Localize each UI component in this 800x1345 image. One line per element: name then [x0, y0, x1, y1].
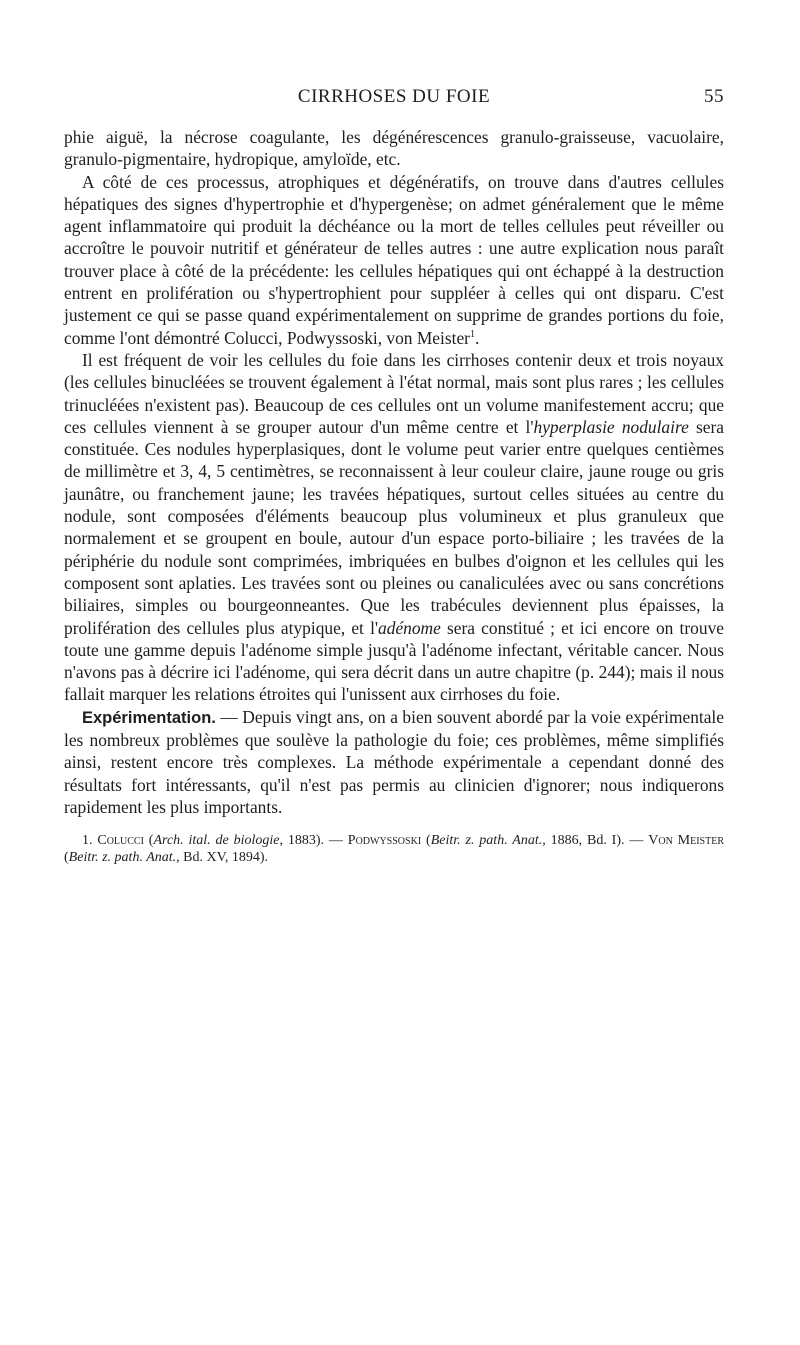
footnote-detail-1: , 1883). — [279, 833, 348, 849]
section-heading-experimentation: Expérimentation. [82, 708, 216, 727]
running-header [64, 72, 724, 126]
footnote-author-von-meister: Von Meister [648, 833, 725, 849]
footnote-1 [64, 832, 724, 866]
running-title: CIRRHOSES DU FOIE [297, 86, 491, 107]
paragraph-2-end: . [474, 327, 480, 348]
footnote-detail-3: , Bd. XV, 1894). [176, 850, 269, 866]
footnote-punct: ( [64, 850, 69, 866]
paragraph-4 [64, 706, 724, 818]
paragraph-4-text: — Depuis vingt ans, on a bien souvent abordé par la voie expérimentale les nombreux problèmes que soulève la pathologie du foie; ces problèmes, même simplifiés ainsi, restent encore très complexes. La méthode expérimentale a cependant donné des résultats fort intéressants, qu'il n'est pas permis au clinicien d'ignorer; nous indiquerons rapidement les plus importants. [64, 706, 724, 817]
paragraph-3-part-b: sera constituée. Ces nodules hyperplasiques, dont le volume peut varier entre quelques centièmes de millimètre et 3, 4, 5 centimètres, se reconnaissent à leur couleur claire, jaune rouge ou gris jaunâtre, ou franchement jaune; les travées hépatiques, surtout celles situées au centre du nodule, sont composées d'éléments beaucoup plus volumineux et plus granuleux que normalement et se groupent en boule, autour d'un espace porto-biliaire ; les travées de la périphérie du nodule sont comprimées, imbriquées en bulbes d'oignon et les cellules qui les composent sont aplaties. Les travées sont ou pleines ou canaliculées avec ou sans concrétions biliaires, simples ou bourgeonneantes. Que les trabécules deviennent plus épaisses, la prolifération des cellules plus atypique, et l' [64, 416, 724, 638]
footnote-source-1: Arch. ital. de biologie [153, 833, 280, 849]
footnote-number: 1. [82, 833, 98, 849]
body-text [64, 126, 724, 818]
paragraph-3 [64, 349, 724, 706]
paragraph-2 [64, 171, 724, 349]
footnote-punct: ( [143, 833, 154, 849]
footnotes [64, 832, 724, 866]
footnote-author-colucci: Colucci [97, 833, 144, 849]
footnote-detail-2: , 1886, Bd. I). — [542, 833, 649, 849]
footnote-source-3: Beitr. z. path. Anat. [68, 850, 177, 866]
term-hyperplasie-nodulaire: hyperplasie nodulaire [533, 416, 689, 437]
book-page [64, 0, 724, 866]
paragraph-3-part-a: Il est fréquent de voir les cellules du foie dans les cirrhoses contenir deux et trois noyaux (les cellules binucléées se trouvent également à l'état normal, mais sont plus rares ; les cellules trinucléées n'existent pas). Beaucoup de ces cellules ont un volume manifestement accru; que ces cellules viennent à se grouper autour d'un même centre et l' [64, 349, 724, 437]
footnote-source-2: Beitr. z. path. Anat. [430, 833, 543, 849]
footnote-punct: ( [421, 833, 431, 849]
paragraph-2-text: A côté de ces processus, atrophiques et dégénératifs, on trouve dans d'autres cellules hépatiques des signes d'hypertrophie et d'hypergenèse; on admet généralement que le même agent inflammatoire qui produit la déchéance ou la mort de telles cellules peut réveiller ou accroître le pouvoir nutritif et générateur de telles autres : une autre explication nous paraît trouver place à côté de la précédente: les cellules hépatiques qui ont échappé à la destruction entrent en prolifération ou s'hypertrophient pour suppléer à celles qui ont disparu. C'est justement ce qui se passe quand expérimentalement on supprime de grandes portions du foie, comme l'ont démontré Colucci, Podwyssoski, von Meister [64, 171, 724, 348]
paragraph-1: phie aiguë, la nécrose coagulante, les dégénérescences granulo-graisseuse, vacuolaire, granulo-pigmentaire, hydropique, amyloïde, etc. [64, 127, 724, 170]
footnote-ref[interactable]: 1 [469, 328, 475, 340]
paragraph-3-part-c: sera constitué ; et ici encore on trouve toute une gamme depuis l'adénome simple jusqu'à l'adénome infectant, véritable cancer. Nous n'avons pas à décrire ici l'adénome, qui sera décrit dans un autre chapitre (p. 244); mais il nous fallait marquer les relations étroites qui l'unissent aux cirrhoses du foie. [64, 617, 724, 705]
footnote-author-podwyssoski: Podwyssoski [347, 833, 422, 849]
term-adenome: adénome [378, 617, 441, 638]
page-number: 55 [704, 86, 724, 107]
